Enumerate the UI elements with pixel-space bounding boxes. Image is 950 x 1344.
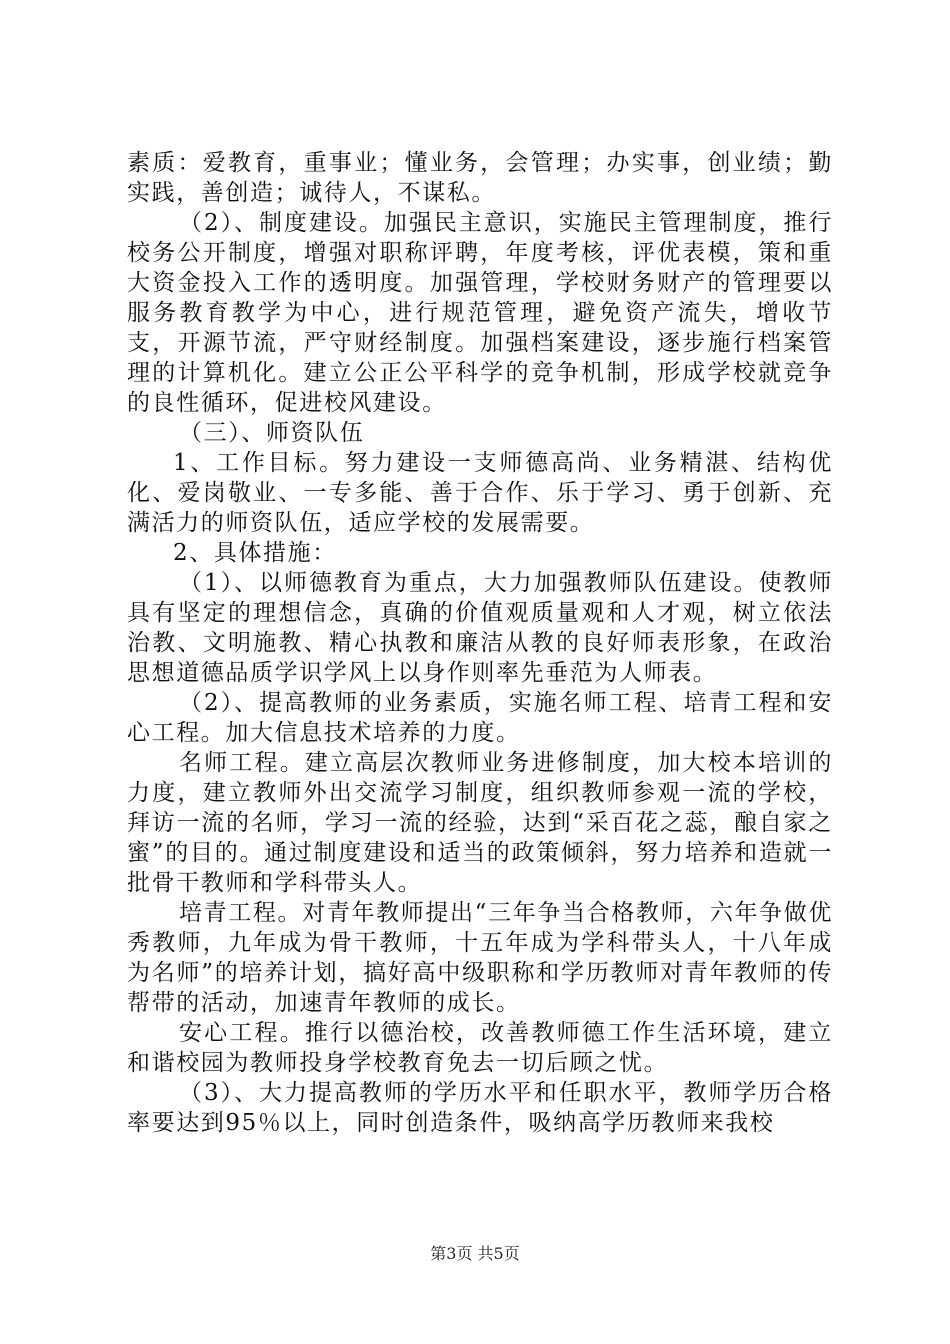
page-number-footer: 第3页 共5页 <box>430 1244 520 1263</box>
paragraph-6: （1）、以师德教育为重点，大力加强教师队伍建设。使教师具有坚定的理想信念，真确的价值观质量观和人才观，树立依法治教、文明施教、精心执教和廉洁从教的良好师表形象，在政治思想道德品质学识学风上以身作则率先垂范为人师表。 <box>127 570 833 686</box>
paragraph-8: 名师工程。建立高层次教师业务进修制度，加大校本培训的力度，建立教师外出交流学习制度，组织教师参观一流的学校，拜访一流的名师，学习一流的经验，达到“采百花之蕊，酿自家之蜜”的目的。通过制度建设和适当的政策倾斜，努力培养和造就一批骨干教师和学科带头人。 <box>127 750 833 896</box>
paragraph-2: （2）、制度建设。加强民主意识，实施民主管理制度，推行校务公开制度，增强对职称评聘，年度考核，评优表模，策和重大资金投入工作的透明度。加强管理，学校财务财产的管理要以服务教育教学为中心，进行规范管理，避免资产流失，增收节支，开源节流，严守财经制度。加强档案建设，逐步施行档案管理的计算机化。建立公正公平科学的竞争机制，形成学校就竞争的良性循环，促进校风建设。 <box>127 210 833 416</box>
paragraph-1: 素质：爱教育，重事业；懂业务，会管理；办实事，创业绩；勤实践，善创造；诚待人，不谋私。 <box>127 150 833 206</box>
section-heading: （三）、师资队伍 <box>179 420 365 446</box>
document-body <box>127 148 833 1138</box>
paragraph-5: 2、具体措施： <box>173 540 337 566</box>
paragraph-9: 培青工程。对青年教师提出“三年争当合格教师，六年争做优秀教师，九年成为骨干教师，十五年成为学科带头人，十八年成为名师”的培养计划，搞好高中级职称和学历教师对青年教师的传帮带的活动，加速青年教师的成长。 <box>127 900 833 1016</box>
paragraph-7: （2）、提高教师的业务素质，实施名师工程、培青工程和安心工程。加大信息技术培养的力度。 <box>127 690 833 746</box>
paragraph-4: 1、工作目标。努力建设一支师德高尚、业务精湛、结构优化、爱岗敬业、一专多能、善于合作、乐于学习、勇于创新、充满活力的师资队伍，适应学校的发展需要。 <box>127 450 833 536</box>
paragraph-10: 安心工程。推行以德治校，改善教师德工作生活环境，建立和谐校园为教师投身学校教育免去一切后顾之忧。 <box>127 1020 833 1076</box>
paragraph-11: （3）、大力提高教师的学历水平和任职水平，教师学历合格率要达到95％以上，同时创造条件，吸纳高学历教师来我校 <box>127 1080 833 1136</box>
